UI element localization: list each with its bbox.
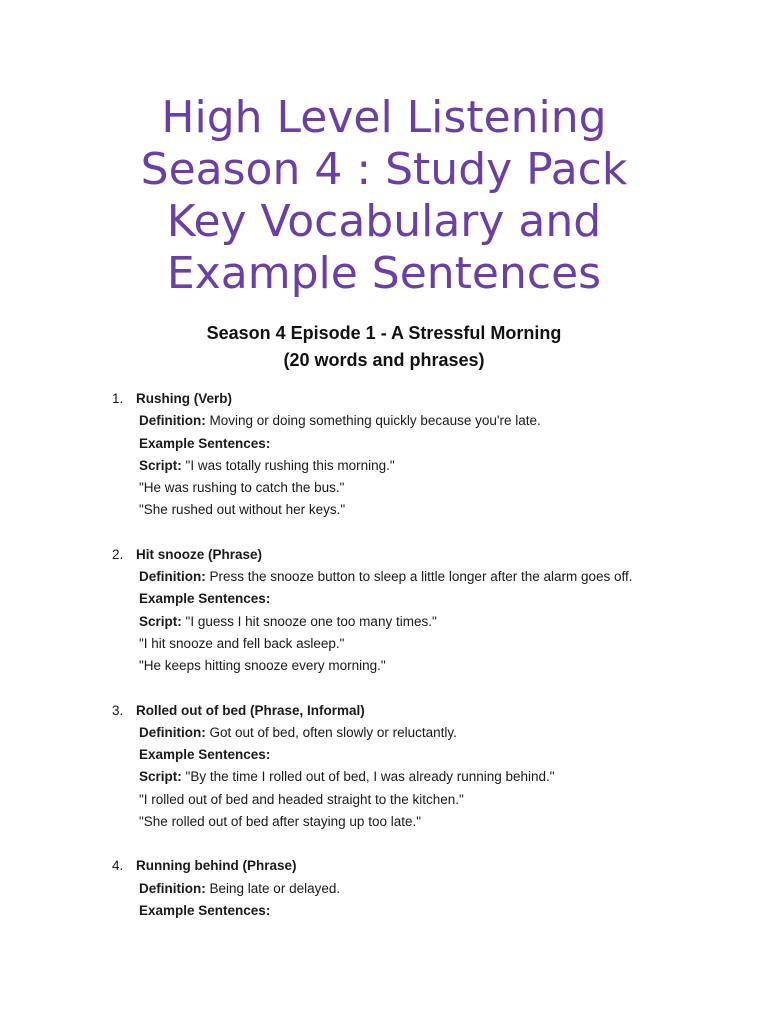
entry-number: 4. bbox=[112, 858, 124, 874]
example-sentence: "I rolled out of bed and headed straight to the kitchen." bbox=[139, 791, 464, 807]
vocab-entry bbox=[108, 388, 728, 522]
entry-term bbox=[108, 855, 728, 877]
title-line: Key Vocabulary and bbox=[166, 196, 602, 247]
entry-number: 3. bbox=[112, 702, 124, 718]
entry-term bbox=[108, 700, 728, 722]
definition-text: Press the snooze button to sleep a little longer after the alarm goes off. bbox=[209, 569, 633, 585]
definition-label: Definition: bbox=[139, 413, 206, 429]
term-text: Rushing (Verb) bbox=[136, 391, 233, 406]
example-heading bbox=[108, 588, 728, 610]
definition-label: Definition: bbox=[139, 569, 206, 585]
entry-term bbox=[108, 544, 728, 566]
script-label: Script: bbox=[139, 613, 182, 629]
script-label: Script: bbox=[139, 769, 182, 785]
entry-number: 2. bbox=[112, 546, 124, 562]
script-label: Script: bbox=[139, 457, 182, 473]
episode-heading bbox=[0, 320, 768, 374]
definition-text: Being late or delayed. bbox=[209, 880, 341, 896]
vocab-entry bbox=[108, 700, 728, 834]
term-text: Hit snooze (Phrase) bbox=[136, 546, 263, 562]
entry-number: 1. bbox=[112, 391, 124, 406]
vocab-entry bbox=[108, 855, 728, 922]
definition-label: Definition: bbox=[139, 880, 206, 896]
script-text: "I guess I hit snooze one too many times." bbox=[185, 613, 437, 629]
script-line bbox=[108, 455, 728, 477]
title-line: Season 4 : Study Pack bbox=[140, 144, 628, 195]
title-line: High Level Listening bbox=[161, 92, 607, 143]
script-text: "By the time I rolled out of bed, I was already running behind." bbox=[185, 769, 555, 785]
entry-definition bbox=[108, 878, 728, 900]
script-line bbox=[108, 611, 728, 633]
episode-title: Season 4 Episode 1 - A Stressful Morning bbox=[206, 323, 562, 343]
example-heading-label: Example Sentences: bbox=[139, 591, 271, 607]
example-heading-label: Example Sentences: bbox=[139, 747, 271, 763]
entry-definition bbox=[108, 566, 728, 588]
example-sentence: "He keeps hitting snooze every morning." bbox=[139, 658, 386, 674]
example-heading bbox=[108, 900, 728, 922]
entry-term bbox=[108, 388, 728, 410]
entry-definition bbox=[108, 722, 728, 744]
example-heading bbox=[108, 433, 728, 455]
vocabulary-list bbox=[108, 388, 728, 944]
term-text: Running behind (Phrase) bbox=[136, 858, 297, 874]
script-text: "I was totally rushing this morning." bbox=[185, 457, 395, 473]
definition-text: Moving or doing something quickly because you're late. bbox=[209, 413, 541, 429]
page-title bbox=[0, 92, 768, 300]
example-sentence: "I hit snooze and fell back asleep." bbox=[139, 635, 345, 651]
script-line bbox=[108, 766, 728, 788]
definition-text: Got out of bed, often slowly or reluctantly. bbox=[209, 724, 457, 740]
example-sentence: "She rolled out of bed after staying up too late." bbox=[139, 814, 422, 830]
episode-word-count: (20 words and phrases) bbox=[283, 350, 485, 370]
example-sentence: "He was rushing to catch the bus." bbox=[139, 480, 345, 496]
example-heading-label: Example Sentences: bbox=[139, 435, 271, 451]
vocab-entry bbox=[108, 544, 728, 678]
example-heading-label: Example Sentences: bbox=[139, 902, 271, 918]
title-line: Example Sentences bbox=[166, 248, 602, 299]
definition-label: Definition: bbox=[139, 724, 206, 740]
example-heading bbox=[108, 744, 728, 766]
entry-definition bbox=[108, 410, 728, 432]
example-sentence: "She rushed out without her keys." bbox=[139, 502, 346, 518]
term-text: Rolled out of bed (Phrase, Informal) bbox=[136, 702, 365, 718]
